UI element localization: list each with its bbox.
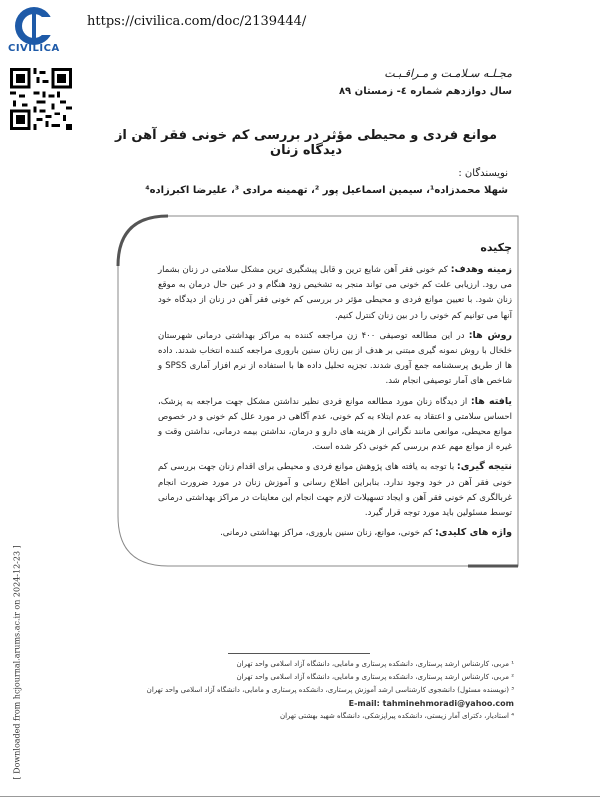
qr-code-icon — [10, 68, 72, 130]
section-text: در این مطالعه توصیفی ۴۰۰ زن مراجعه کننده به مراکز بهداشتی درمانی شهرستان خلخال با روش نمونه گیری مبتنی بر هدف از بین زنان سنین باروری مراجعه کننده انتخاب شدند. داده ها از طریق پرسشنامه جمع آوری شدند. تجزیه تحلیل داده ها با استفاده از نرم افزار آماری SPSS و شاخص های آمار توصیفی انجام شد. — [158, 330, 512, 387]
footnote-item: ¹ مربی، کارشناس ارشد پرستاری، دانشکده پرستاری و مامایی، دانشگاه آزاد اسلامی واحد تهران — [236, 660, 514, 668]
section-text: کم خونی فقر آهن شایع ترین و قابل پیشگیری ترین مشکل سلامتی در زنان بشمار می رود. ارزیابی علت کم خونی می تواند منجر به تشخیص زود هنگام و در عین حال درمان به موقع زنان شود. با تعیین موانع فردی و محیطی مؤثر در بررسی کم خونی فقر آهن در زنان از دیدگاه خود آنها می توانیم کم خونی را در بین زنان کنترل کنیم. — [158, 265, 512, 321]
section-text: از دیدگاه زنان مورد مطالعه موانع فردی نظیر نداشتن مشکل جهت مراجعه به پزشک، احساس سلامتی و اعتقاد به عدم ابتلاء به کم خونی، عدم آگاهی در مورد علل کم خونی و در خصوص موانع محیطی، موانعی مانند نگرانی از هزینه های دارو و درمان، نداشتن بیمه درمانی، نداشتن وقت و غیره از موانع مهم عدم بررسی کم خونی ذکر شده است. — [158, 396, 512, 453]
footnote-item: ⁴ استادیار، دکترای آمار زیستی، دانشکده پیراپزشکی، دانشگاه شهید بهشتی تهران — [279, 712, 514, 720]
footnote-item: ³ (نویسنده مسئول) دانشجوی کارشناسی ارشد آموزش پرستاری، دانشکده پرستاری و مامایی، دانشگاه آزاد اسلامی واحد تهران — [146, 686, 514, 694]
paper-title: موانع فردی و محیطی مؤثر در بررسی کم خونی فقر آهن از دیدگاه زنان — [114, 128, 498, 158]
author-email[interactable]: E-mail: tahminehmoradi@yahoo.com — [348, 699, 514, 708]
footnote-divider — [228, 653, 370, 654]
civilica-logo — [4, 4, 68, 64]
section-label: واژه های کلیدی: — [435, 527, 512, 539]
abstract-results — [158, 394, 512, 456]
footnotes — [146, 658, 514, 723]
authors-list: شهلا محمدزاده¹، سیمین اسماعیل پور ²، تهمینه مرادی ³، علیرضا اکبرزاده⁴ — [145, 185, 508, 196]
authors-label: نویسندگان : — [458, 168, 508, 179]
page-bottom-rule — [0, 796, 600, 797]
section-text: با توجه به یافته های پژوهش موانع فردی و محیطی برای اقدام زنان جهت بررسی کم خونی فقر آهن در خود وجود ندارد. بنابراین اطلاع رسانی و آموزش زنان در مورد ضرورت انجام غربالگری کم خونی فقر آهن و ایجاد تسهیلات لازم جهت انجام این معاینات در مراکز بهداشتی درمانی توسط مسئولین باید مورد توجه قرار گیرد. — [158, 462, 512, 519]
section-label: یافته ها: — [470, 395, 512, 407]
abstract-body — [158, 262, 512, 545]
journal-issue: سال دوازدهم شماره ٤- زمستان ٨٩ — [338, 86, 512, 97]
abstract-methods — [158, 328, 512, 390]
abstract-background — [158, 262, 512, 324]
section-text: کم خونی، موانع، زنان سنین باروری، مراکز بهداشتی درمانی. — [220, 528, 435, 539]
abstract-conclusion — [158, 459, 512, 521]
section-label: نتیجه گیری: — [456, 461, 512, 473]
document-url[interactable]: https://civilica.com/doc/2139444/ — [87, 14, 307, 29]
footnote-item: ² مربی، کارشناس ارشد پرستاری، دانشکده پرستاری و مامایی، دانشگاه آزاد اسلامی واحد تهران — [236, 673, 514, 681]
section-label: زمینه وهدف: — [450, 264, 512, 275]
abstract-keywords — [158, 525, 512, 541]
journal-name: مجـلـه سـلامـت و مـراقـبـت — [384, 67, 512, 80]
download-stamp: [ Downloaded from hcjournal.arums.ac.ir on 2024-12-23 ] — [12, 545, 22, 780]
section-label: روش ها: — [468, 329, 512, 341]
logo-wordmark: CIVILICA — [8, 43, 60, 54]
abstract-heading: چکیده — [480, 241, 512, 254]
